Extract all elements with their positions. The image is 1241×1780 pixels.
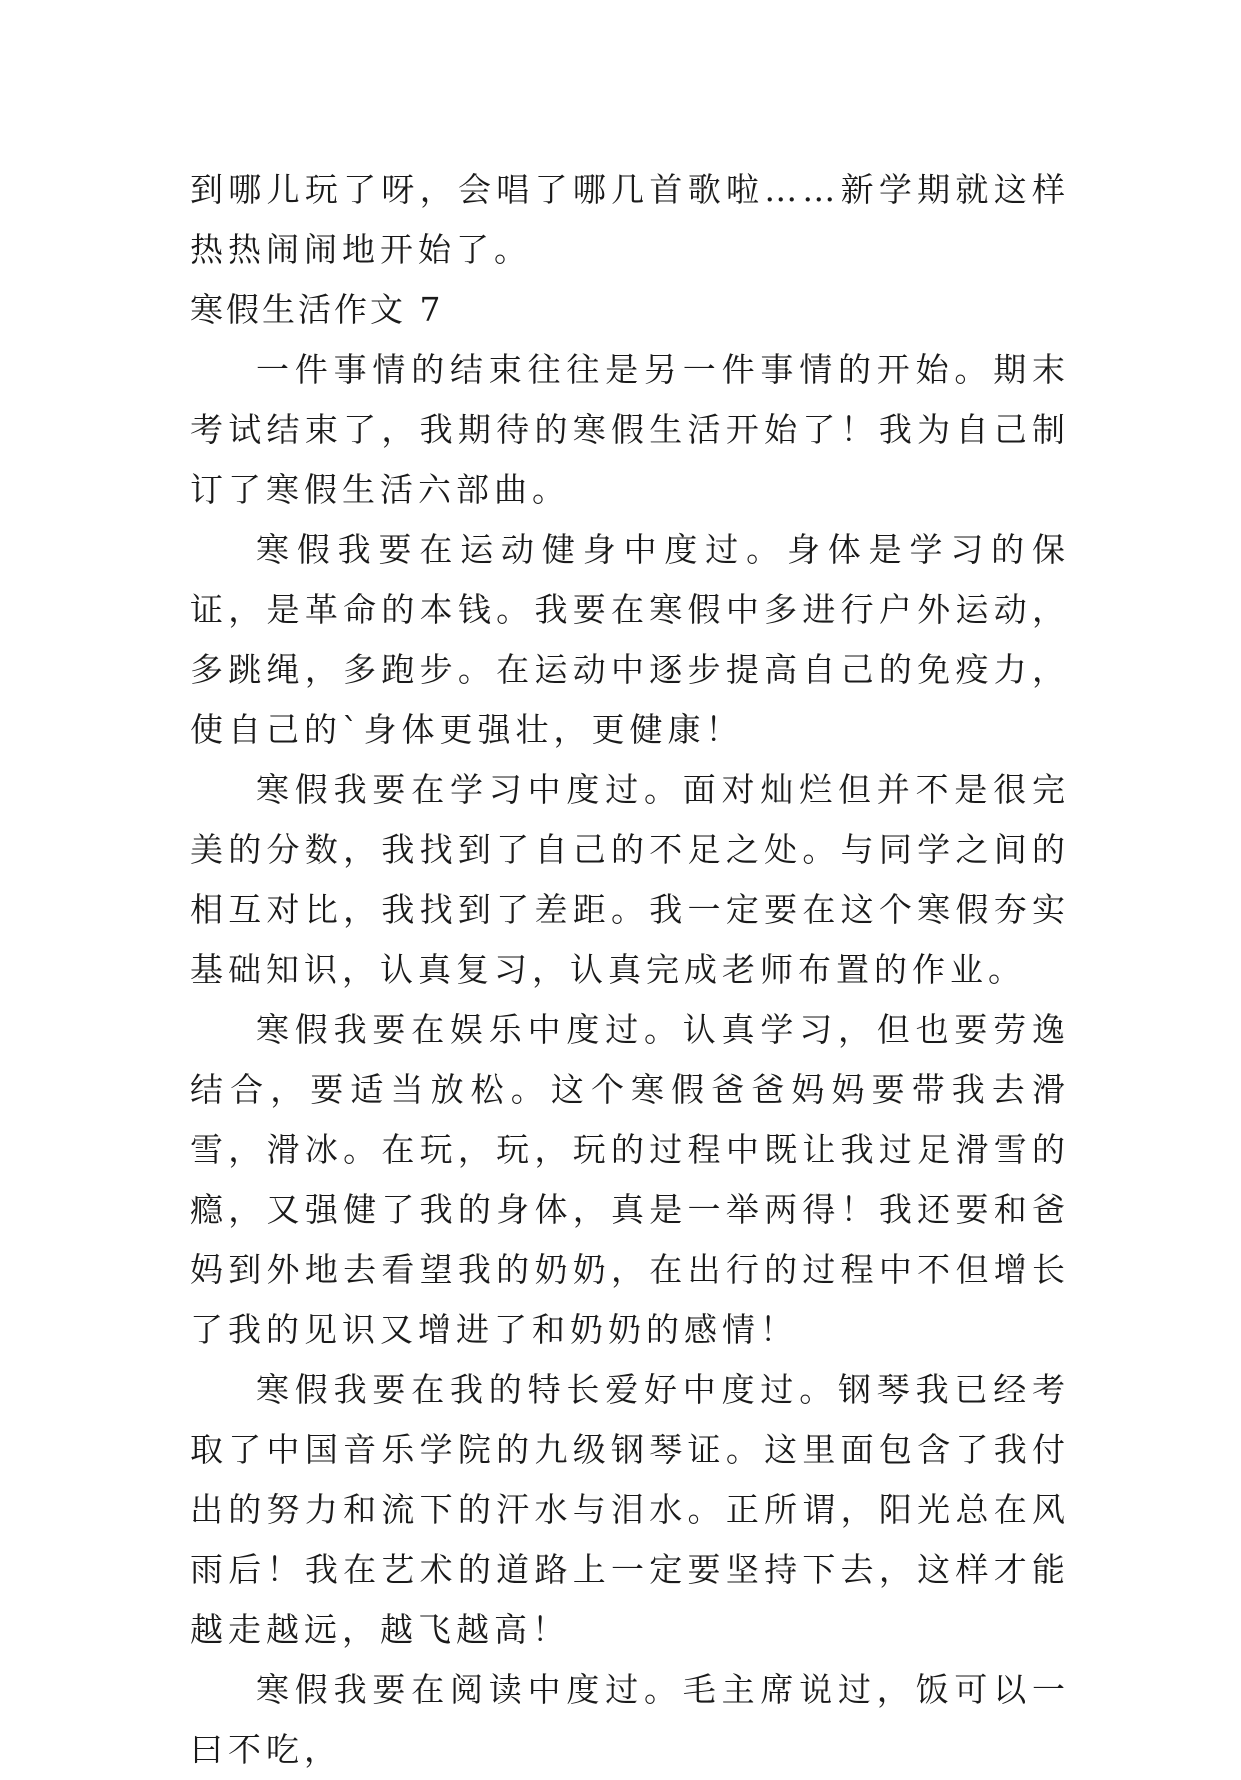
essay-heading: 寒假生活作文 7 (190, 290, 444, 329)
paragraph-study: 寒假我要在学习中度过。面对灿烂但并不是很完美的分数，我找到了自己的不足之处。与同学之间的相互对比，我找到了差距。我一定要在这个寒假夯实基础知识，认真复习，认真完成老师布置的作业。 (190, 770, 1070, 989)
paragraph-exercise: 寒假我要在运动健身中度过。身体是学习的保证，是革命的本钱。我要在寒假中多进行户外运动，多跳绳，多跑步。在运动中逐步提高自己的免疫力，使自己的`身体更强壮，更健康！ (190, 530, 1070, 749)
paragraph-reading: 寒假我要在阅读中度过。毛主席说过，饭可以一曰不吃， (190, 1670, 1070, 1769)
paragraph-entertainment: 寒假我要在娱乐中度过。认真学习，但也要劳逸结合，要适当放松。这个寒假爸爸妈妈要带我去滑雪，滑冰。在玩，玩，玩的过程中既让我过足滑雪的瘾，又强健了我的身体，真是一举两得！我还要和爸妈到外地去看望我的奶奶，在出行的过程中不但增长了我的见识又增进了和奶奶的感情！ (190, 1010, 1070, 1349)
paragraph-intro: 一件事情的结束往往是另一件事情的开始。期末考试结束了，我期待的寒假生活开始了！我为自己制订了寒假生活六部曲。 (190, 350, 1070, 509)
paragraph-hobby: 寒假我要在我的特长爱好中度过。钢琴我已经考取了中国音乐学院的九级钢琴证。这里面包含了我付出的努力和流下的汗水与泪水。正所谓，阳光总在风雨后！我在艺术的道路上一定要坚持下去，这样才能越走越远，越飞越高！ (190, 1370, 1070, 1649)
continuation-paragraph: 到哪儿玩了呀，会唱了哪几首歌啦……新学期就这样热热闹闹地开始了。 (190, 170, 1070, 269)
document-body (190, 160, 1070, 1780)
